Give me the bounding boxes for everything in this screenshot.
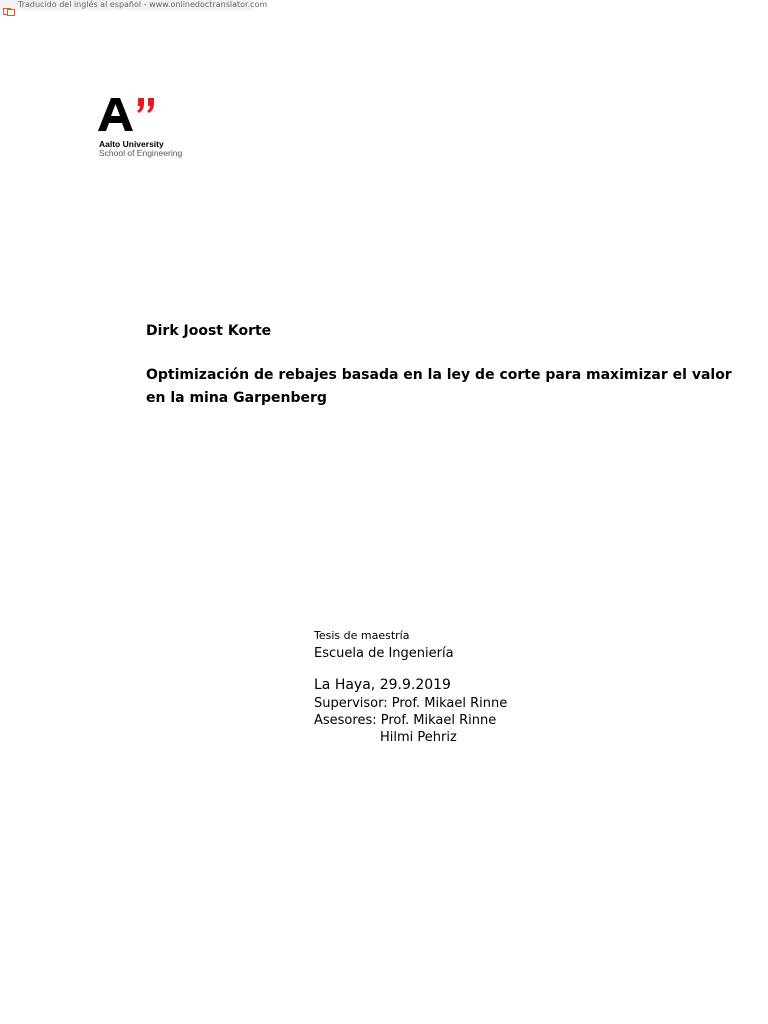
logo-school-name: School of Engineering [99, 148, 183, 158]
thesis-info [314, 629, 507, 746]
aalto-logo [96, 96, 200, 160]
aalto-logo-mark [98, 96, 160, 136]
thesis-type: Tesis de maestría [314, 629, 410, 642]
place-date: La Haya, 29.9.2019 [314, 677, 451, 693]
thesis-title-line2: en la mina Garpenberg [146, 390, 327, 406]
translator-banner-text: Traducido del inglés al español - www.onlinedoctranslator.com [18, 0, 268, 9]
supervisor: Supervisor: Prof. Mikael Rinne [314, 696, 508, 711]
translate-icon [3, 1, 15, 9]
school-name: Escuela de Ingeniería [314, 646, 454, 661]
logo-university-name: Aalto University [99, 139, 164, 149]
advisor-second: Hilmi Pehriz [380, 730, 457, 745]
translator-banner [0, 0, 268, 10]
thesis-title [146, 364, 732, 410]
thesis-title-line1: Optimización de rebajes basada en la ley de corte para maximizar el valor [146, 367, 732, 383]
advisors: Asesores: Prof. Mikael Rinne [314, 713, 497, 728]
author-name: Dirk Joost Korte [146, 323, 272, 339]
